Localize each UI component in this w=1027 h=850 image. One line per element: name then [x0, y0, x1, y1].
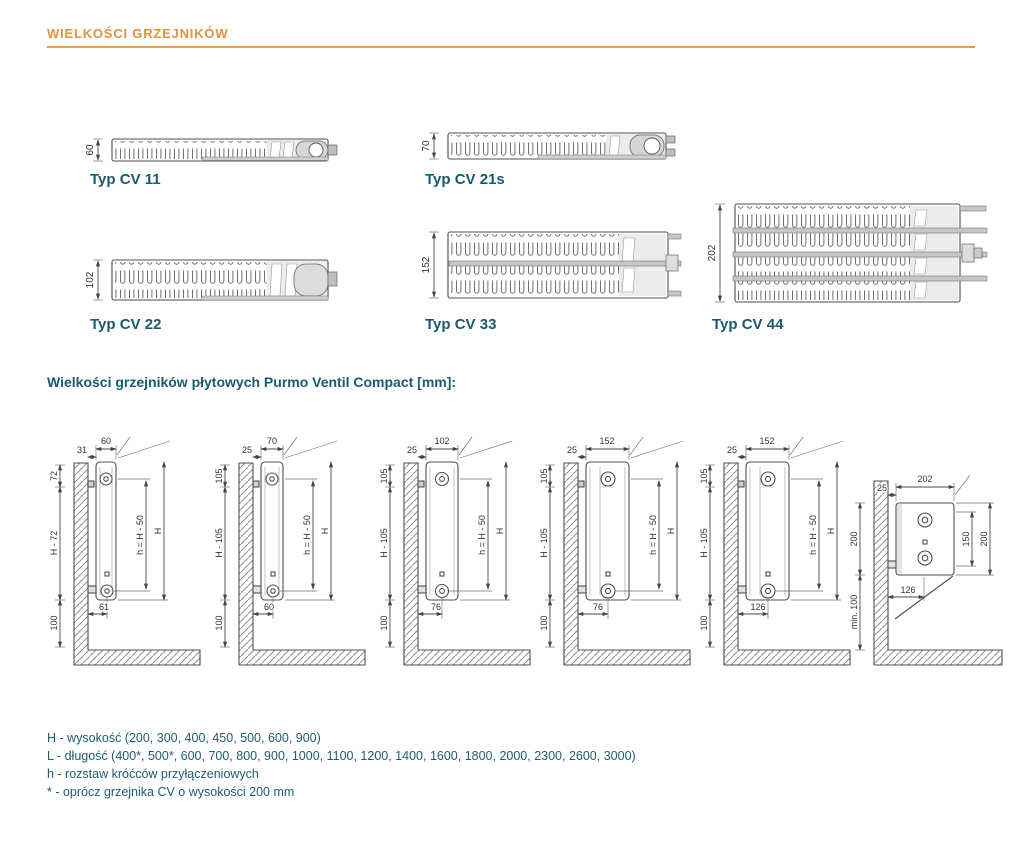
- section-heading: Wielkości grzejników płytowych Purmo Ventil Compact [mm]:: [47, 374, 457, 390]
- radiator-body: [738, 462, 789, 600]
- wall: [564, 463, 578, 665]
- cross-section-cv33-drawing: [418, 222, 708, 314]
- depth-dimension-label: 202: [707, 244, 718, 262]
- left-top-label: 105: [214, 468, 224, 484]
- bottom-offset-label: 126: [900, 585, 916, 595]
- bottom-offset-label: 76: [592, 602, 604, 612]
- height-inner-label: h = H - 50: [135, 515, 145, 555]
- depth-label: 102: [434, 436, 450, 446]
- left-bottom-label: 100: [379, 615, 389, 631]
- cross-section-cv22-drawing: [82, 250, 362, 316]
- right-outer-label: 200: [979, 531, 989, 547]
- left-top-label: 200: [849, 531, 859, 547]
- height-outer-label: H: [320, 527, 330, 535]
- type-label-cv22: Typ CV 22: [90, 316, 162, 333]
- left-bottom-label: 100: [214, 615, 224, 631]
- title-underline: [47, 46, 975, 48]
- left-middle-label: H - 105: [214, 528, 224, 558]
- left-bottom-label: min. 100: [849, 594, 859, 630]
- type-label-cv44: Typ CV 44: [712, 316, 784, 333]
- bottom-offset-label: 76: [430, 602, 442, 612]
- footnote-asterisk: * - oprócz grzejnika CV o wysokości 200 mm: [47, 785, 295, 799]
- wall: [404, 463, 418, 665]
- depth-dimension-label: 70: [421, 140, 432, 152]
- floor: [239, 650, 365, 665]
- bottom-offset-label: 61: [98, 602, 110, 612]
- wall-offset-label: 25: [726, 445, 737, 455]
- footnote-height: H - wysokość (200, 300, 400, 450, 500, 600, 900): [47, 731, 321, 745]
- wall-offset-label: 25: [876, 483, 887, 493]
- radiator-body: [418, 462, 458, 600]
- left-top-label: 105: [699, 468, 709, 484]
- wall: [724, 463, 738, 665]
- left-bottom-label: 100: [699, 615, 709, 631]
- wall-offset-label: 31: [76, 445, 87, 455]
- wall-offset-label: 25: [406, 445, 417, 455]
- wall-offset-label: 25: [566, 445, 577, 455]
- floor: [724, 650, 850, 665]
- left-middle-label: H - 105: [539, 528, 549, 558]
- radiator-body: [88, 462, 116, 600]
- type-label-cv33: Typ CV 33: [425, 316, 497, 333]
- depth-dimension-label: 102: [85, 271, 96, 289]
- depth-label: 70: [266, 436, 278, 446]
- footnote-connection-spacing: h - rozstaw króćców przyłączeniowych: [47, 767, 259, 781]
- floor: [74, 650, 200, 665]
- side-view-cv33-drawing: [538, 425, 703, 675]
- right-inner-label: 150: [961, 531, 971, 547]
- left-middle-label: H - 72: [49, 530, 59, 556]
- height-inner-label: h = H - 50: [477, 515, 487, 555]
- cross-section-cv44-drawing: [700, 194, 1012, 318]
- bottom-offset-label: 60: [263, 602, 275, 612]
- side-view-cv44-drawing: [698, 425, 863, 675]
- type-label-cv21s: Typ CV 21s: [425, 171, 505, 188]
- left-middle-label: H - 105: [379, 528, 389, 558]
- depth-label: 152: [599, 436, 615, 446]
- end-view-drawing: [840, 425, 1027, 675]
- left-top-label: 72: [49, 470, 59, 482]
- bottom-offset-label: 126: [750, 602, 766, 612]
- floor: [874, 650, 1002, 665]
- left-top-label: 105: [379, 468, 389, 484]
- left-middle-label: H - 105: [699, 528, 709, 558]
- radiator-body: [253, 462, 283, 600]
- cross-section-cv21s-drawing: [418, 122, 698, 176]
- depth-label: 60: [100, 436, 112, 446]
- side-view-cv22-drawing: [378, 425, 543, 675]
- floor: [564, 650, 690, 665]
- depth-label: 202: [917, 474, 933, 484]
- depth-dimension-label: 152: [421, 256, 432, 274]
- height-inner-label: h = H - 50: [302, 515, 312, 555]
- footnote-length: L - długość (400*, 500*, 600, 700, 800, 900, 1000, 1100, 1200, 1400, 1600, 1800, 2000, 2300, 2600, 3000): [47, 749, 636, 763]
- floor: [404, 650, 530, 665]
- side-view-cv21s-drawing: [213, 425, 378, 675]
- wall-offset-label: 25: [241, 445, 252, 455]
- cross-section-cv11-drawing: [82, 128, 362, 176]
- height-outer-label: H: [666, 527, 676, 535]
- page-title: WIELKOŚCI GRZEJNIKÓW: [47, 26, 229, 41]
- left-bottom-label: 100: [539, 615, 549, 631]
- wall: [74, 463, 88, 665]
- type-label-cv11: Typ CV 11: [90, 171, 161, 188]
- radiator-body: [578, 462, 629, 600]
- left-bottom-label: 100: [49, 615, 59, 631]
- depth-dimension-label: 60: [85, 144, 96, 156]
- radiator-body: [888, 503, 954, 619]
- height-outer-label: H: [495, 527, 505, 535]
- wall: [239, 463, 253, 665]
- left-top-label: 105: [539, 468, 549, 484]
- depth-label: 152: [759, 436, 775, 446]
- wall: [874, 481, 888, 665]
- height-outer-label: H: [826, 527, 836, 535]
- height-outer-label: H: [153, 527, 163, 535]
- height-inner-label: h = H - 50: [648, 515, 658, 555]
- side-view-cv11-drawing: [48, 425, 213, 675]
- height-inner-label: h = H - 50: [808, 515, 818, 555]
